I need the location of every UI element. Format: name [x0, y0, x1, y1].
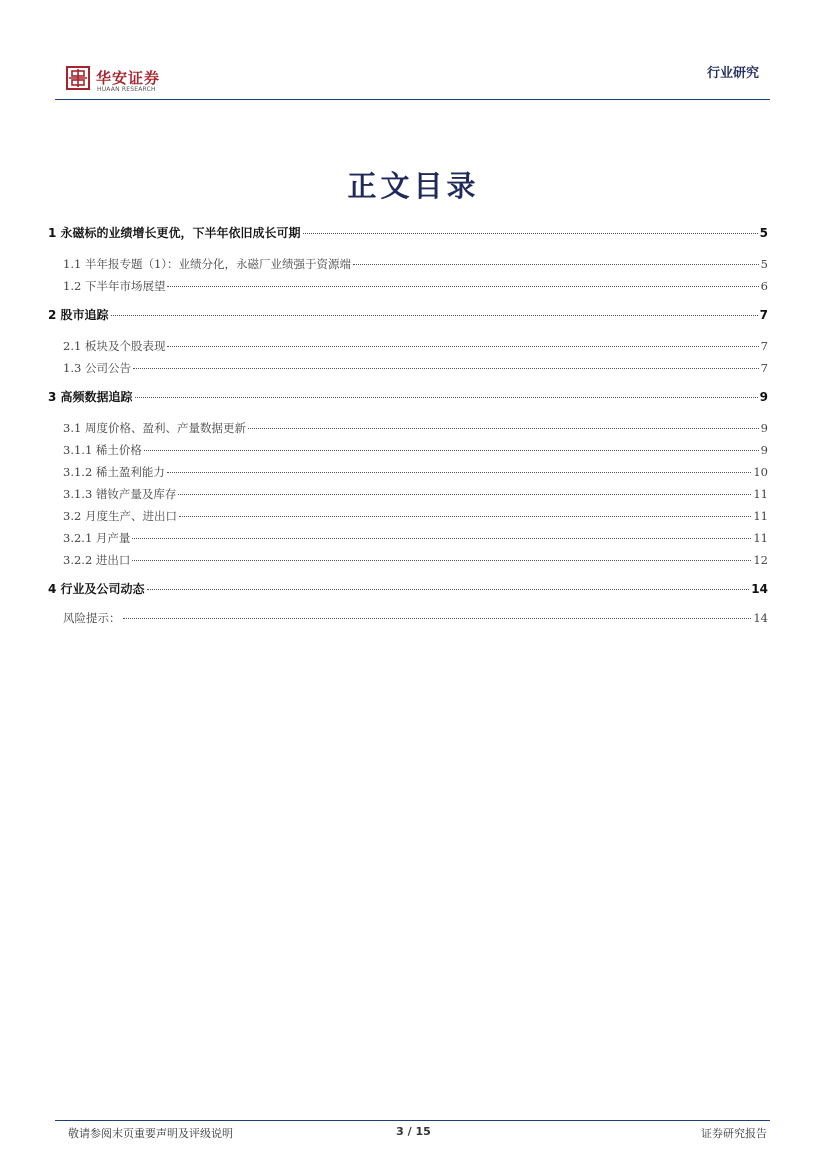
footer-disclaimer: 敬请参阅末页重要声明及评级说明 — [68, 1127, 233, 1140]
toc-entry-page: 9 — [760, 443, 768, 457]
toc-entry[interactable] — [48, 256, 768, 274]
toc-entry-label: 3.2 月度生产、进出口 — [63, 509, 177, 523]
toc-entry[interactable] — [48, 338, 768, 356]
toc-entry-page: 11 — [753, 509, 768, 523]
page-number: 3 / 15 — [396, 1125, 431, 1138]
toc-dot-leader — [353, 264, 759, 265]
toc-dot-leader — [147, 589, 750, 590]
toc-entry-label: 2.1 板块及个股表现 — [63, 339, 166, 353]
toc-entry[interactable] — [48, 464, 768, 482]
toc-entry-label: 3.1.3 镨钕产量及库存 — [63, 487, 177, 501]
logo-seal-icon — [66, 66, 90, 90]
toc-dot-leader — [144, 450, 759, 451]
toc-dot-leader — [132, 560, 751, 561]
toc-entry[interactable] — [48, 306, 768, 324]
toc-entry[interactable] — [48, 420, 768, 438]
toc-entry[interactable] — [48, 388, 768, 406]
toc-dot-leader — [167, 286, 758, 287]
toc-dot-leader — [135, 397, 758, 398]
toc-entry-page: 14 — [751, 582, 768, 596]
toc-entry-page: 14 — [753, 611, 768, 625]
toc-entry-page: 7 — [760, 339, 768, 353]
toc-entry[interactable] — [48, 610, 768, 628]
toc-entry-label: 3.1 周度价格、盈利、产量数据更新 — [63, 421, 246, 435]
toc-entry-page: 11 — [753, 531, 768, 545]
toc-entry-label: 4 行业及公司动态 — [48, 582, 145, 596]
toc-entry-label: 3.2.1 月产量 — [63, 531, 131, 545]
toc-entry-page: 9 — [759, 390, 768, 404]
toc-entry-label: 1.3 公司公告 — [63, 361, 131, 375]
logo-text-cn: 华安证券 — [96, 69, 161, 87]
logo-text-en: HUAAN RESEARCH — [97, 86, 156, 93]
toc-entry-label: 1 永磁标的业绩增长更优，下半年依旧成长可期 — [48, 226, 301, 240]
toc-entry[interactable] — [48, 278, 768, 296]
toc-entry-label: 风险提示： — [63, 611, 121, 625]
toc-entry-page: 7 — [760, 361, 768, 375]
toc-entry[interactable] — [48, 486, 768, 504]
toc-dot-leader — [179, 516, 751, 517]
page-header — [64, 58, 764, 98]
toc-entry-page: 11 — [753, 487, 768, 501]
toc-entry[interactable] — [48, 580, 768, 598]
toc-entry-page: 12 — [753, 553, 768, 567]
toc-entry[interactable] — [48, 360, 768, 378]
toc-entry[interactable] — [48, 530, 768, 548]
toc-entry-label: 3.1.2 稀土盈利能力 — [63, 465, 165, 479]
toc-dot-leader — [167, 346, 758, 347]
toc-dot-leader — [178, 494, 751, 495]
page-title: 正文目录 — [347, 169, 480, 203]
toc-dot-leader — [123, 618, 752, 619]
toc-entry-label: 3.2.2 进出口 — [63, 553, 131, 567]
toc-entry-page: 10 — [753, 465, 768, 479]
toc-dot-leader — [132, 538, 751, 539]
toc-dot-leader — [303, 233, 758, 234]
toc-dot-leader — [167, 472, 751, 473]
toc-dot-leader — [248, 428, 759, 429]
toc-dot-leader — [111, 315, 758, 316]
toc-entry[interactable] — [48, 552, 768, 570]
company-logo — [66, 66, 196, 96]
toc-entry-page: 9 — [760, 421, 768, 435]
toc-entry-label: 3 高频数据追踪 — [48, 390, 133, 404]
footer-divider — [55, 1120, 770, 1121]
toc-dot-leader — [133, 368, 759, 369]
toc-entry-page: 6 — [760, 279, 768, 293]
report-category: 行业研究 — [706, 66, 759, 81]
header-divider — [55, 99, 770, 100]
toc-entry-label: 3.1.1 稀土价格 — [63, 443, 142, 457]
toc-entry-label: 1.2 下半年市场展望 — [63, 279, 166, 293]
toc-entry-page: 5 — [760, 257, 768, 271]
footer-report-type: 证券研究报告 — [701, 1127, 767, 1140]
toc-entry[interactable] — [48, 224, 768, 242]
toc-entry-page: 7 — [759, 308, 768, 322]
toc-entry-label: 2 股市追踪 — [48, 308, 109, 322]
toc-entry-label: 1.1 半年报专题（1）：业绩分化，永磁厂业绩强于资源端 — [63, 257, 352, 271]
toc-entry-page: 5 — [759, 226, 768, 240]
toc-entry[interactable] — [48, 442, 768, 460]
toc-entry[interactable] — [48, 508, 768, 526]
